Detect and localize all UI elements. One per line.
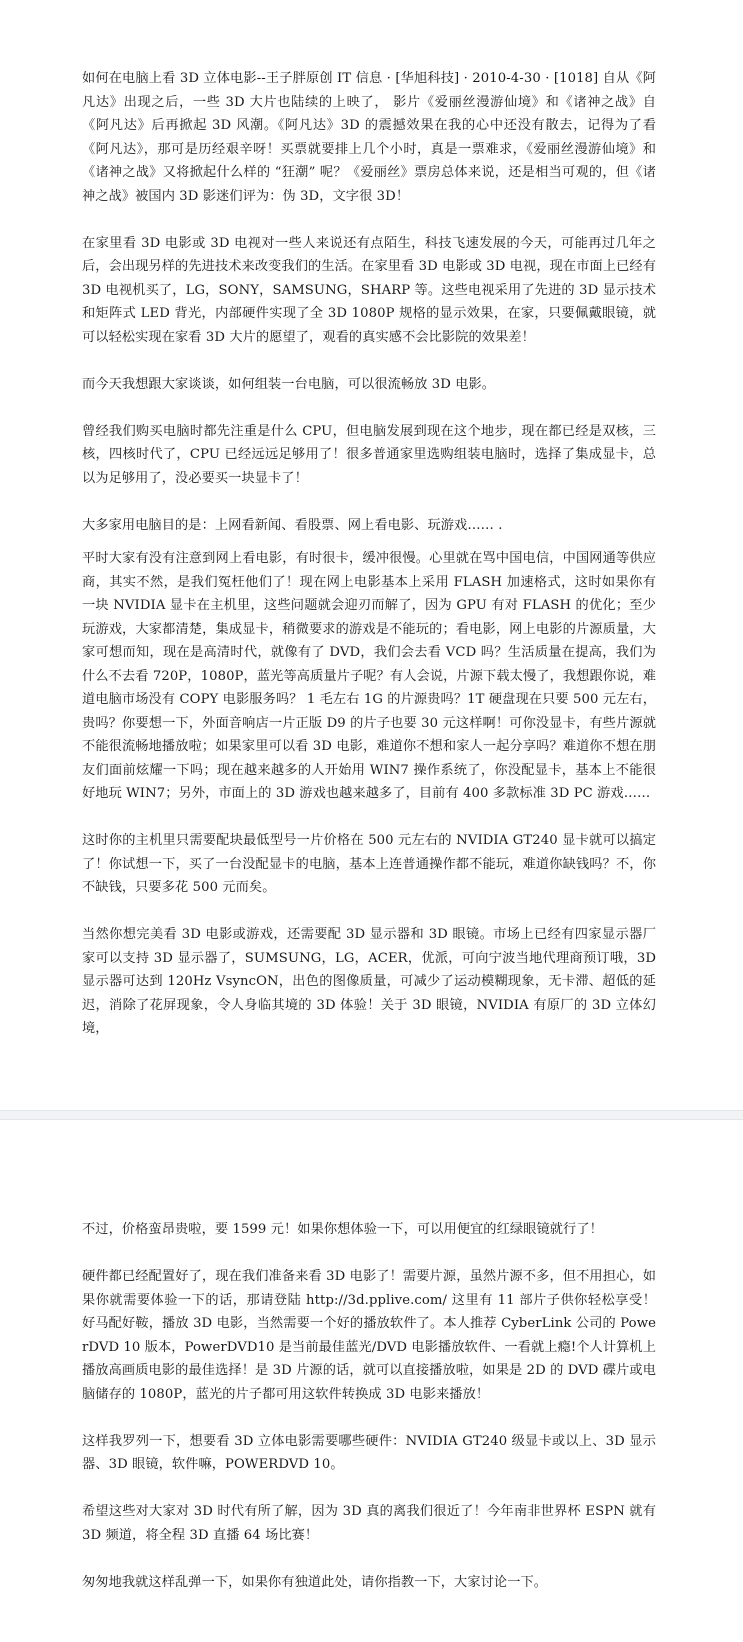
article-paragraph-hardware-list: 这样我罗列一下，想要看 3D 立体电影需要哪些硬件：NVIDIA GT240 级显卡或以上、3D 显示器、3D 眼镜，软件嘛，POWERDVD 10。 (82, 1433, 656, 1472)
article-paragraph-online-video: 平时大家有没有注意到网上看电影，有时很卡，缓冲很慢。心里就在骂中国电信，中国网通等供应商，其实不然，是我们冤枉他们了！现在网上电影基本上采用 FLASH 加速格式，这时如果你有一块 NVIDIA 显卡在主机里，这些问题就会迎刃而解了，因为 GPU 有对 FLASH 的优化；至少玩游戏，大家都清楚，集成显卡，稍微要求的游戏是不能玩的；看电影，网上电影的片源质量，大家可想而知，现在是高清时代，就像有了 DVD，我们会去看 VCD 吗？生活质量在提高，我们为什么不去看 720P，1080P，蓝光等高质量片子呢？有人会说，片源下载太慢了，我想跟你说，难道电脑市场没有 COPY 电影服务吗？ 1 毛左右 1G 的片源贵吗？1T 硬盘现在只要 500 元左右，贵吗？你要想一下，外面音响店一片正版 D9 的片子也要 30 元这样啊！可你没显卡，有些片源就不能很流畅地播放啦；如果家里可以看 3D 电影，难道你不想和家人一起分享吗？难道你不想在朋友们面前炫耀一下吗；现在越来越多的人开始用 WIN7 操作系统了，你没配显卡，基本上不能很好地玩 WIN7；另外，市面上的 3D 游戏也越来越多了，目前有 400 多款标准 3D PC 游戏…… (82, 551, 656, 801)
page-separator (0, 1110, 743, 1120)
article-paragraph-closing: 匆匆地我就这样乱弹一下，如果你有独道此处，请你指教一下，大家讨论一下。 (82, 1574, 548, 1590)
article-paragraph-3d-tv: 在家里看 3D 电影或 3D 电视对一些人来说还有点陌生，科技飞速发展的今天，可能再过几年之后，会出现另样的先进技术来改变我们的生活。在家里看 3D 电影或 3D 电视，现在市面上已经有 3D 电视机买了，LG，SONY，SAMSUNG，SHARP 等。这些电视采用了先进的 3D 显示技术和矩阵式 LED 背光，内部硬件实现了全 3D 1080P 规格的显示效果，在家，只要佩戴眼镜，就可以轻松实现在家看 3D 大片的愿望了，观看的真实感不会比影院的效果差！ (82, 235, 656, 345)
article-section-c (82, 1218, 656, 1594)
article-paragraph-cpu: 曾经我们购买电脑时都先注重是什么 CPU，但电脑发展到现在这个地步，现在都已经是双核，三核，四核时代了，CPU 已经远远足够用了！很多普通家里选购组装电脑时，选择了集成显卡，总以为足够用了，没必要买一块显卡了！ (82, 423, 656, 486)
article-paragraph-topic: 而今天我想跟大家谈谈，如何组装一台电脑，可以很流畅放 3D 电影。 (82, 376, 496, 392)
article-paragraph-gpu-price: 这时你的主机里只需要配块最低型号一片价格在 500 元左右的 NVIDIA GT240 显卡就可以搞定了！你试想一下，买了一台没配显卡的电脑，基本上连普通操作都不能玩，难道你缺钱吗？不，你不缺钱，只要多花 500 元而矣。 (82, 833, 656, 895)
article-paragraph-usage: 大多家用电脑目的是：上网看新闻、看股票、网上看电影、玩游戏…… . (82, 517, 503, 533)
article-paragraph-glasses-price: 不过，价格蛮昂贵啦，要 1599 元！如果你想体验一下，可以用便宜的红绿眼镜就行了！ (82, 1222, 603, 1237)
article-section-a (82, 67, 656, 537)
document-page-2 (0, 1128, 743, 1642)
article-paragraph-world-cup: 希望这些对大家对 3D 时代有所了解，因为 3D 真的离我们很近了！今年南非世界杯 ESPN 就有 3D 频道，将全程 3D 直播 64 场比赛！ (82, 1504, 656, 1543)
article-paragraph-software: 硬件都已经配置好了，现在我们准备来看 3D 电影了！需要片源，虽然片源不多，但不用担心，如果你就需要体验一下的话，那请登陆 http://3d.pplive.com/ 这里有 11 部片子供你轻松享受！ 好马配好鞍，播放 3D 电影，当然需要一个好的播放软件了。本人推荐 CyberLink 公司的 PowerDVD 10 版本，PowerDVD10 是当前最佳蓝光/DVD 电影播放软件、一看就上瘾!个人计算机上播放高画质电影的最佳选择！是 3D 片源的话，就可以直接播放啦，如果是 2D 的 DVD 碟片或电脑储存的 1080P，蓝光的片子都可用这软件转换成 3D 电影来播放！ (82, 1269, 656, 1402)
article-intro-paragraph: 如何在电脑上看 3D 立体电影--王子胖原创 IT 信息 · [华旭科技] · 2010-4-30 · [1018] 自从《阿凡达》出现之后，一些 3D 大片也陆续的上映了， 影片《爱丽丝漫游仙境》和《诸神之战》自《阿凡达》后再掀起 3D 风潮。《阿凡达》3D 的震撼效果在我的心中还没有散去，记得为了看《阿凡达》，那可是历经艰辛呀！买票就要排上几个小时，真是一票难求，《爱丽丝漫游仙境》和《诸神之战》又将掀起什么样的 “狂潮” 呢？《爱丽丝》票房总体来说，还是相当可观的，但《诸神之战》被国内 3D 影迷们评为：伪 3D，文字很 3D！ (82, 71, 656, 204)
article-section-b (82, 547, 656, 1041)
article-paragraph-3d-monitor: 当然你想完美看 3D 电影或游戏，还需要配 3D 显示器和 3D 眼镜。市场上已经有四家显示器厂家可以支持 3D 显示器了，SUMSUNG，LG，ACER，优派，可向宁波当地代理商预订哦，3D 显示器可达到 120Hz VsyncON，出色的图像质量，可减少了运动模糊现象，无卡滞、超低的延迟，消除了花屏现象，令人身临其境的 3D 体验！关于 3D 眼镜，NVIDIA 有原厂的 3D 立体幻境， (82, 927, 656, 1036)
